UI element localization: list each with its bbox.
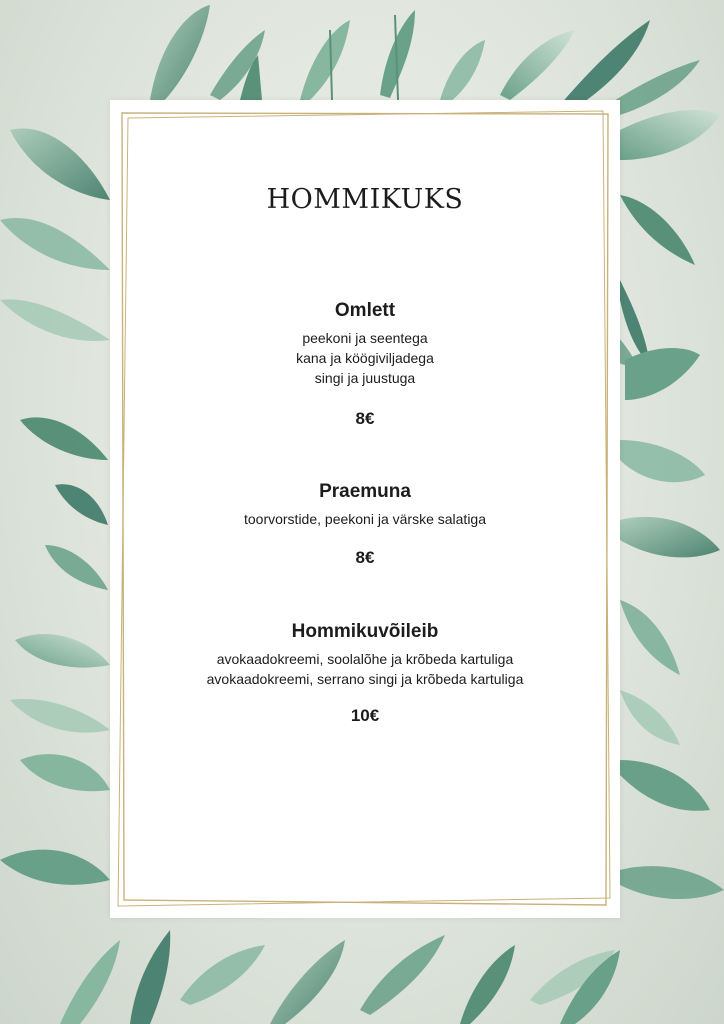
item-name: Hommikuvõileib [291, 621, 439, 642]
left-leaves [0, 128, 110, 884]
item-description: toorvorstide, peekoni ja värske salatiga [243, 511, 487, 527]
item-description: singi ja juustuga [314, 370, 416, 386]
bottom-leaves [60, 930, 620, 1024]
item-price: 10€ [350, 706, 380, 725]
item-description: avokaadokreemi, serrano singi ja krõbeda kartuliga [206, 671, 524, 687]
item-price: 8€ [355, 548, 375, 567]
menu-title: HOMMIKUKS [266, 184, 464, 215]
item-description: kana ja köögiviljadega [296, 350, 434, 366]
item-name: Omlett [334, 300, 396, 321]
menu-item-praemuna [110, 481, 620, 529]
item-description: peekoni ja seentega [302, 330, 428, 346]
item-price: 8€ [355, 409, 375, 428]
item-description: avokaadokreemi, soolalõhe ja krõbeda kartuliga [216, 651, 514, 667]
item-name: Praemuna [319, 481, 411, 502]
menu-item-hommikuvoileib [110, 621, 620, 689]
menu-item-omlett [110, 300, 620, 388]
